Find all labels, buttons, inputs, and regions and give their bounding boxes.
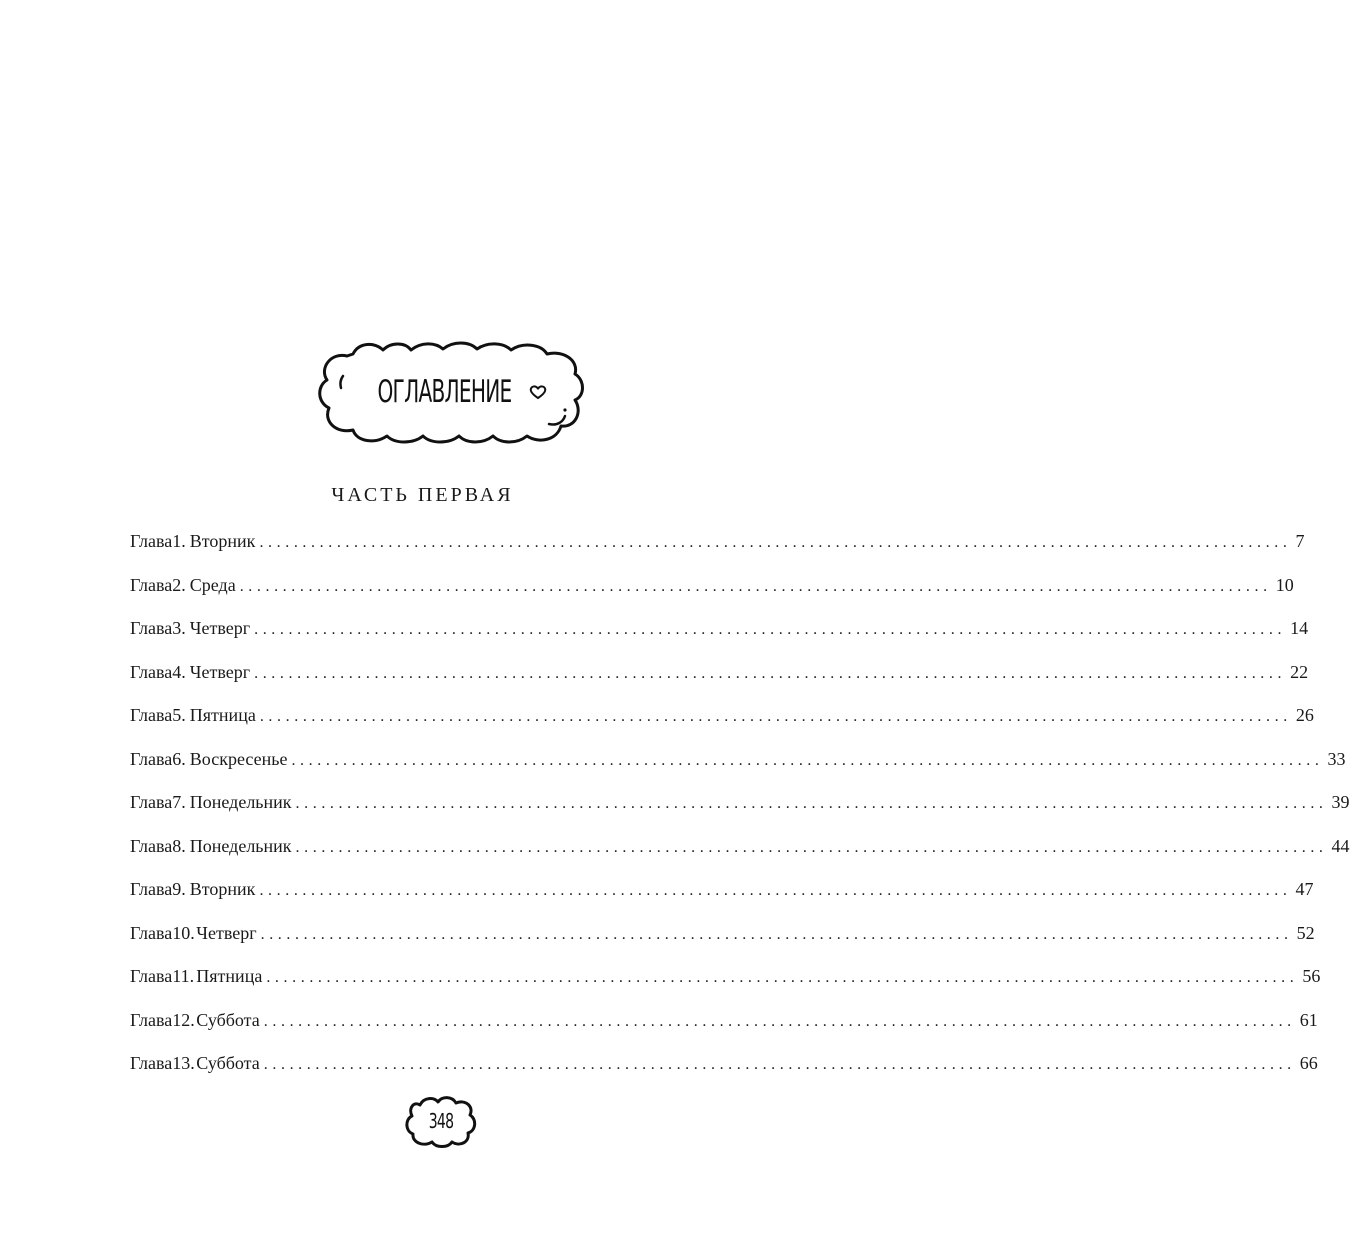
- dot-leader: ........................................................................................................................: [239, 577, 1272, 595]
- toc-row: [130, 963, 1321, 989]
- part-title: ЧАСТЬ ПЕРВАЯ: [331, 484, 514, 506]
- chapter-label: Глава: [130, 966, 173, 986]
- chapter-number: 3.: [172, 618, 186, 638]
- toc-heading: ОГЛАВЛЕНИЕ: [377, 374, 512, 410]
- chapter-label: Глава: [130, 661, 173, 682]
- dot-leader: ........................................................................................................................: [295, 795, 1328, 812]
- toc-row: [130, 1007, 1318, 1033]
- chapter-label: Глава: [130, 1009, 173, 1030]
- chapter-number: 1.: [172, 531, 186, 551]
- chapter-label: Глава: [130, 531, 173, 551]
- chapter-title: Пятница: [189, 705, 256, 725]
- chapter-title: Вторник: [189, 879, 256, 899]
- toc-row: [130, 702, 1314, 728]
- chapter-label: Глава: [130, 574, 173, 595]
- chapter-page: 7: [1295, 531, 1305, 551]
- chapter-page: 10: [1275, 574, 1294, 595]
- chapter-number: 5.: [172, 705, 186, 725]
- chapter-label: Глава: [130, 922, 173, 943]
- chapter-title: Суббота: [196, 1053, 260, 1073]
- toc-row: [130, 920, 1315, 946]
- dot-leader: ........................................................................................................................: [254, 664, 1287, 682]
- dot-leader: ........................................................................................................................: [254, 621, 1287, 638]
- chapter-page: 22: [1290, 661, 1309, 682]
- chapter-number: 11.: [172, 966, 195, 986]
- toc-row: [130, 746, 1346, 772]
- chapter-number: 13.: [172, 1053, 195, 1073]
- chapter-page: 56: [1302, 966, 1321, 986]
- chapter-page: 14: [1290, 618, 1309, 638]
- dot-leader: ........................................................................................................................: [263, 1056, 1296, 1073]
- dot-leader: ........................................................................................................................: [259, 882, 1292, 899]
- page-number: 348: [428, 1109, 454, 1133]
- chapter-number: 7.: [172, 792, 186, 812]
- toc-row: [130, 876, 1314, 902]
- chapter-label: Глава: [130, 792, 173, 812]
- page-number-badge: [404, 1093, 478, 1149]
- heart-icon: [529, 384, 547, 400]
- chapter-number: 9.: [172, 879, 186, 899]
- dot-leader: ........................................................................................................................: [291, 751, 1324, 769]
- chapter-label: Глава: [130, 1053, 173, 1073]
- chapter-label: Глава: [130, 748, 173, 769]
- chapter-number: 12.: [172, 1009, 195, 1030]
- dot-leader: ........................................................................................................................: [263, 1012, 1296, 1030]
- chapter-page: 47: [1295, 879, 1314, 899]
- chapter-title: Среда: [189, 574, 236, 595]
- toc-row: [130, 659, 1309, 685]
- chapter-page: 44: [1331, 835, 1350, 856]
- toc-row: [130, 833, 1350, 859]
- dot-leader: ........................................................................................................................: [266, 969, 1299, 986]
- chapter-title: Пятница: [196, 966, 263, 986]
- chapter-number: 10.: [172, 922, 195, 943]
- toc-row: [130, 528, 1305, 554]
- chapter-number: 4.: [172, 661, 186, 682]
- chapter-title: Четверг: [189, 618, 251, 638]
- chapter-page: 61: [1299, 1009, 1318, 1030]
- chapter-label: Глава: [130, 835, 173, 856]
- chapter-number: 8.: [172, 835, 186, 856]
- chapter-title: Суббота: [196, 1009, 260, 1030]
- toc-row: [130, 789, 1350, 815]
- dot-leader: ........................................................................................................................: [295, 838, 1328, 856]
- chapter-label: Глава: [130, 705, 173, 725]
- dot-leader: ........................................................................................................................: [260, 925, 1293, 943]
- chapter-title: Вторник: [189, 531, 256, 551]
- chapter-page: 26: [1295, 705, 1314, 725]
- chapter-title: Четверг: [189, 661, 251, 682]
- chapter-label: Глава: [130, 618, 173, 638]
- toc-row: [130, 615, 1309, 641]
- chapter-page: 66: [1299, 1053, 1318, 1073]
- chapter-title: Понедельник: [189, 835, 292, 856]
- chapter-label: Глава: [130, 879, 173, 899]
- chapter-page: 39: [1331, 792, 1350, 812]
- chapter-title: Понедельник: [189, 792, 292, 812]
- dot-leader: ........................................................................................................................: [259, 708, 1292, 725]
- dot-leader: ........................................................................................................................: [259, 534, 1292, 551]
- chapter-title: Четверг: [196, 922, 257, 943]
- chapter-number: 2.: [172, 574, 186, 595]
- chapter-page: 52: [1296, 922, 1315, 943]
- toc-row: [130, 572, 1294, 598]
- heading-cloud: [313, 336, 588, 448]
- toc-row: [130, 1050, 1318, 1076]
- chapter-number: 6.: [172, 748, 186, 769]
- chapter-page: 33: [1327, 748, 1346, 769]
- chapter-title: Воскресенье: [189, 748, 288, 769]
